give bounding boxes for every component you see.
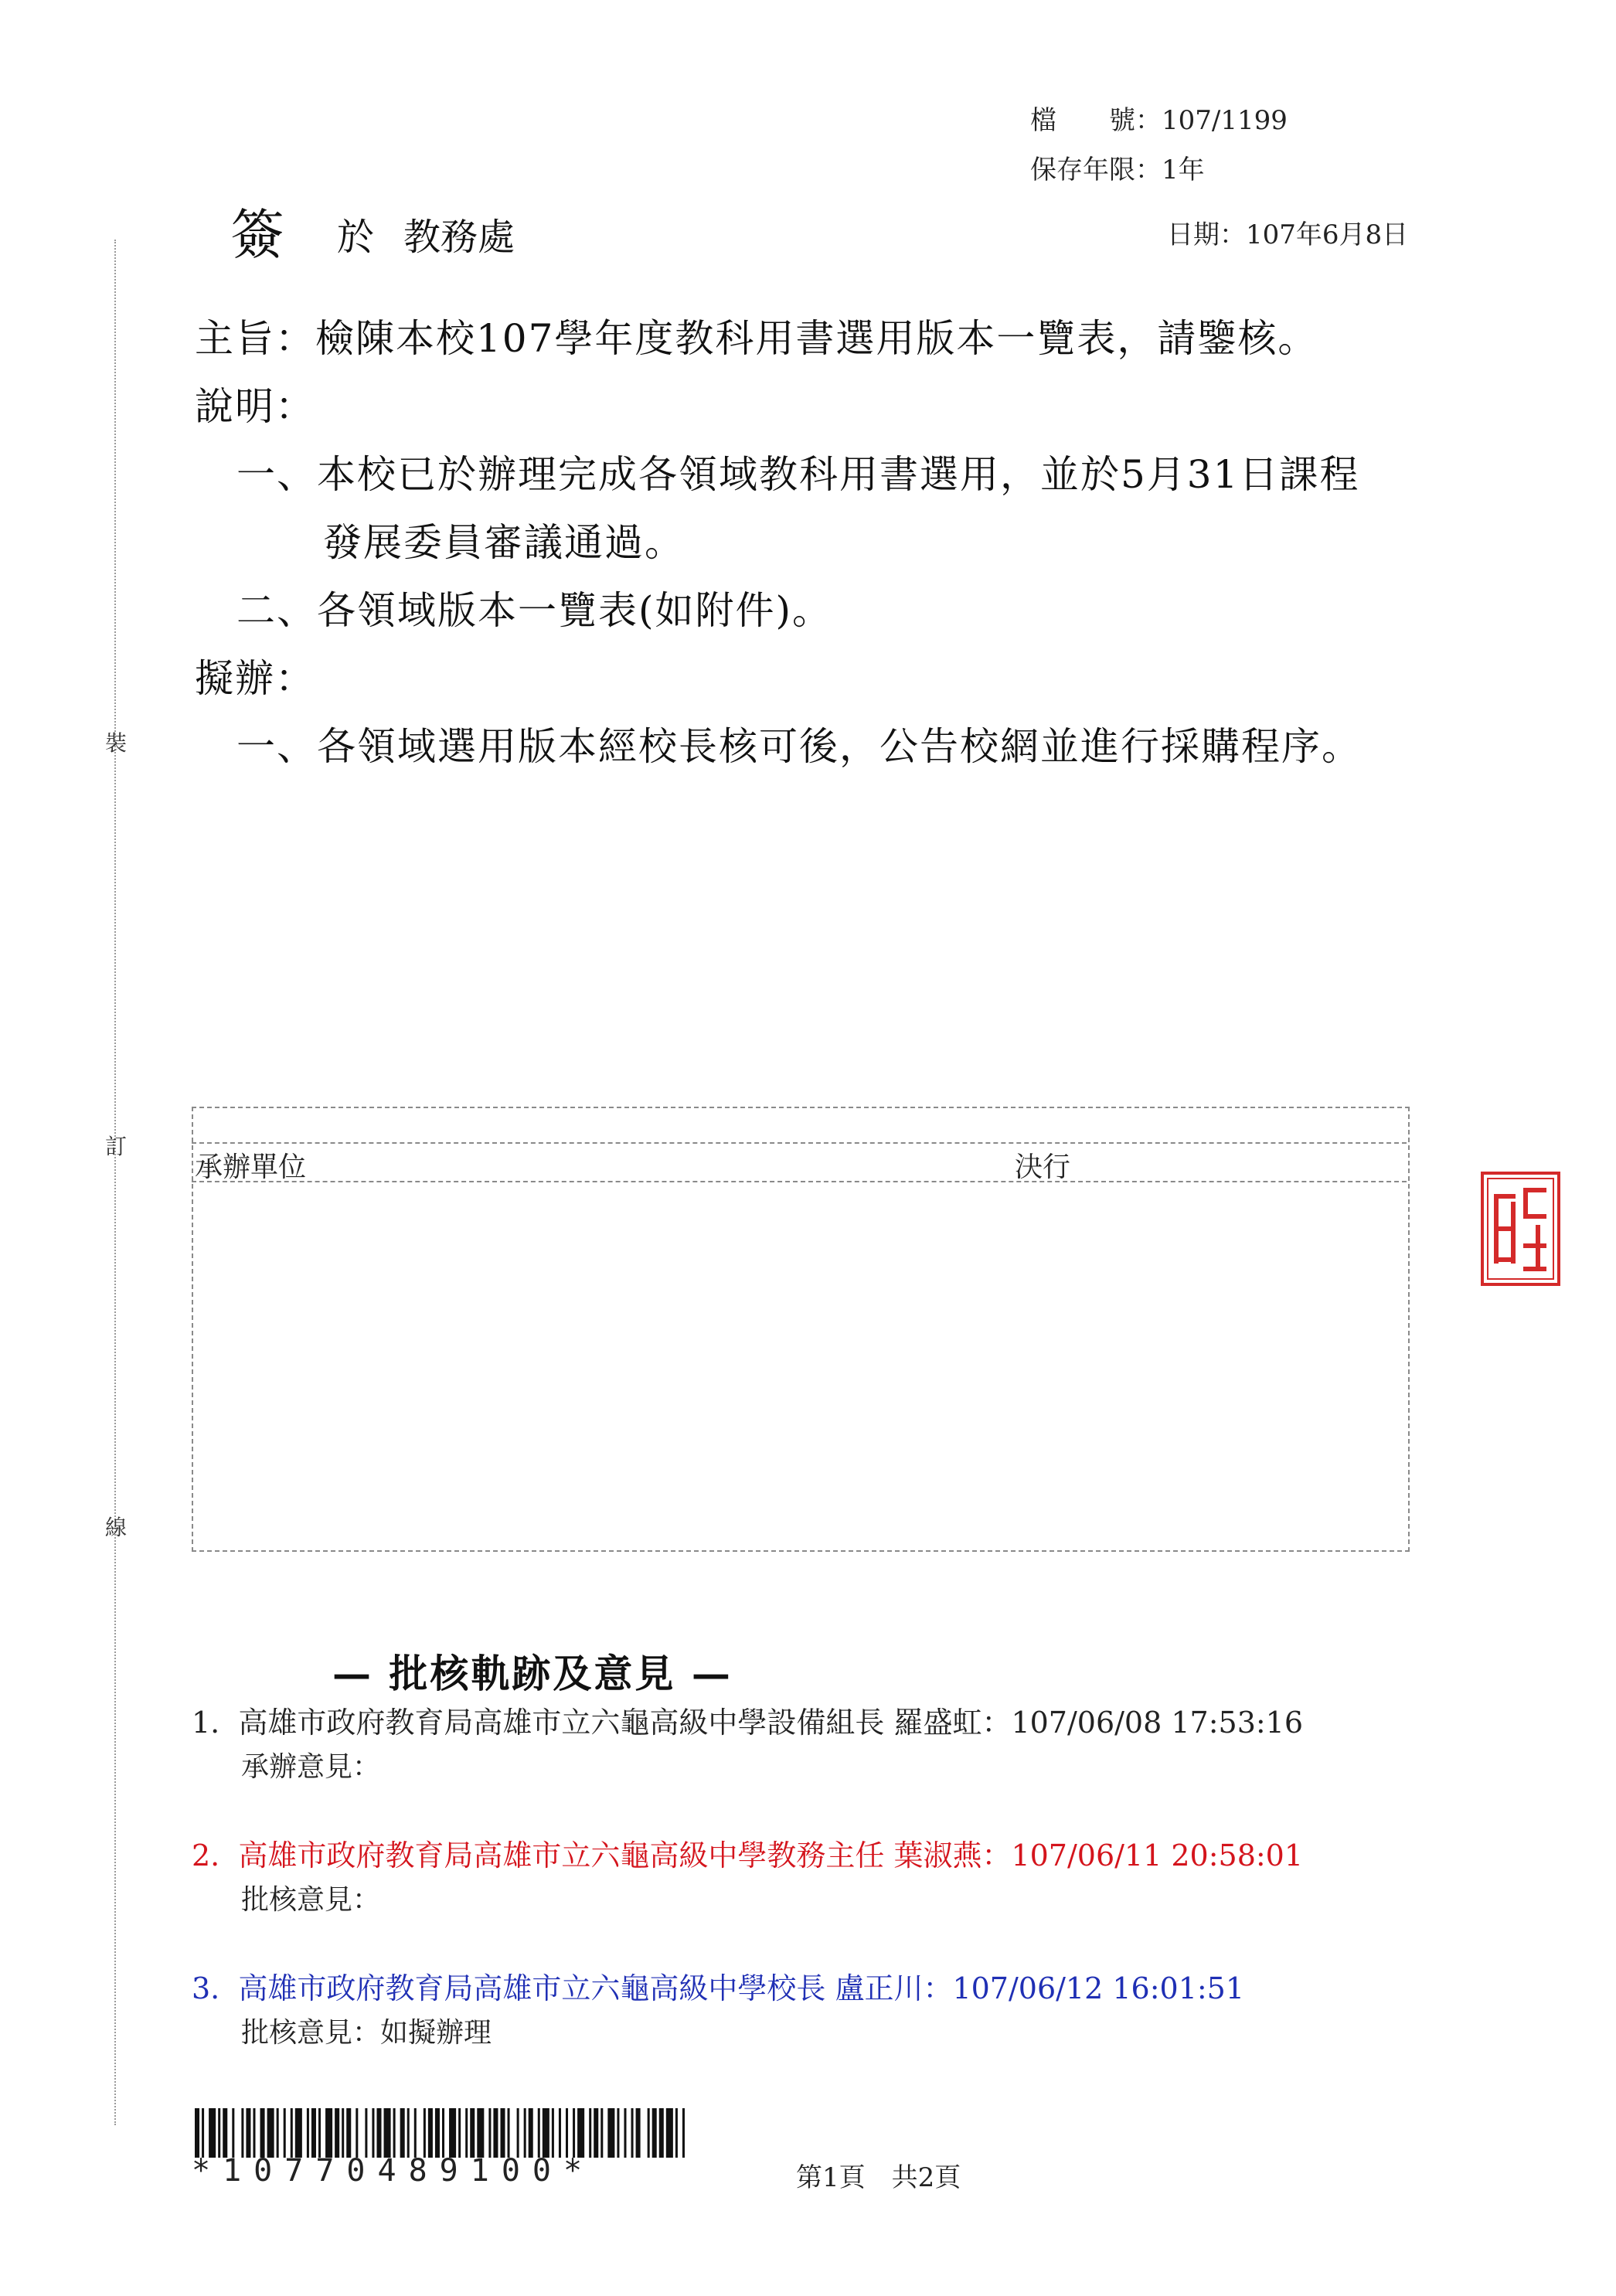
barcode-bar: [291, 2108, 293, 2158]
barcode-bar: [607, 2108, 614, 2158]
barcode-bar: [318, 2108, 321, 2158]
file-number-value: 107/1199: [1162, 105, 1288, 136]
document-type-sign: 簽: [230, 203, 284, 267]
barcode-bar: [652, 2108, 657, 2158]
trail-entry-2-text: 高雄市政府教育局高雄市立六龜高級中學教務主任 葉淑燕：107/06/11 20:58:01: [238, 1839, 1304, 1873]
barcode-bar: [209, 2108, 216, 2158]
trail-entry-3-number: 3.: [192, 1971, 220, 2005]
binding-margin-line: [114, 240, 116, 2125]
barcode-bar: [246, 2108, 250, 2158]
barcode-bar: [376, 2108, 381, 2158]
barcode-bar: [624, 2108, 626, 2158]
file-number: [1030, 99, 1288, 137]
proposal-label: 擬辦：: [195, 656, 315, 701]
barcode-bar: [517, 2108, 519, 2158]
trail-entry-3: [192, 1964, 1244, 2007]
barcode-bar: [325, 2108, 332, 2158]
retention-value: 1年: [1162, 155, 1205, 185]
trail-entry-1-number: 1.: [192, 1706, 220, 1740]
barcode-bar: [648, 2108, 650, 2158]
barcode-bar: [666, 2108, 673, 2158]
paging-seal-stamp: [1480, 1171, 1561, 1287]
approval-trail-title: — 批核軌跡及意見 —: [332, 1651, 733, 1696]
barcode-bar: [195, 2108, 199, 2158]
barcode-bar: [260, 2108, 265, 2158]
barcode-bar: [218, 2108, 220, 2158]
barcode-bar: [277, 2108, 279, 2158]
barcode-bar: [372, 2108, 374, 2158]
barcode-bar: [573, 2108, 575, 2158]
barcode-bar: [617, 2108, 619, 2158]
document-barcode: [195, 2108, 689, 2158]
barcode-bar: [543, 2108, 549, 2158]
barcode-bar: [675, 2108, 678, 2158]
explain-item-1: 一、本校已於辦理完成各領域教科用書選用，並於5月31日課程: [236, 452, 1360, 497]
explain-label: 說明：: [195, 384, 315, 429]
final-decision-label: 決行: [1015, 1151, 1071, 1183]
barcode-bar: [356, 2108, 358, 2158]
approval-box-header-band: [192, 1142, 1407, 1182]
barcode-bar: [600, 2108, 603, 2158]
office-name: 教務處: [403, 216, 515, 259]
barcode-bar: [589, 2108, 591, 2158]
barcode-bar: [414, 2108, 417, 2158]
barcode-bar: [424, 2108, 426, 2158]
binding-char-zhuang: 裝: [105, 730, 128, 756]
barcode-bar: [241, 2108, 243, 2158]
barcode-bar: [295, 2108, 302, 2158]
proposal-item-1: 一、各領域選用版本經校長核可後，公告校網並進行採購程序。: [236, 724, 1362, 769]
barcode-number: *10770489100*: [192, 2153, 595, 2189]
page-info: 第1頁 共2頁: [796, 2162, 961, 2193]
barcode-bar: [477, 2108, 484, 2158]
trail-entry-2-opinion: 批核意見：: [241, 1884, 381, 1916]
barcode-bar: [470, 2108, 475, 2158]
barcode-bar: [500, 2108, 505, 2158]
barcode-bar: [307, 2108, 309, 2158]
trail-entry-2: [192, 1832, 1303, 1874]
barcode-bar: [488, 2108, 491, 2158]
barcode-bar: [311, 2108, 316, 2158]
barcode-bar: [631, 2108, 634, 2158]
trail-entry-3-text: 高雄市政府教育局高雄市立六龜高級中學校長 盧正川：107/06/12 16:01:51: [238, 1971, 1245, 2005]
barcode-bar: [594, 2108, 598, 2158]
file-number-label: 檔 號：: [1030, 105, 1162, 136]
barcode-bar: [682, 2108, 685, 2158]
barcode-bar: [400, 2108, 405, 2158]
barcode-bar: [223, 2108, 227, 2158]
trail-entry-2-number: 2.: [192, 1839, 220, 1873]
binding-char-xian: 線: [105, 1515, 128, 1540]
barcode-bar: [524, 2108, 526, 2158]
barcode-bar: [577, 2108, 584, 2158]
barcode-bar: [508, 2108, 510, 2158]
sign-to-word: 於: [337, 216, 375, 259]
handling-unit-label: 承辦單位: [195, 1151, 307, 1183]
subject-line: [195, 308, 1318, 363]
trail-entry-3-opinion: 批核意見：如擬辦理: [241, 2017, 492, 2049]
barcode-bar: [449, 2108, 456, 2158]
date-value: 107年6月8日: [1246, 219, 1409, 250]
explain-item-1-cont: 發展委員審議通過。: [323, 520, 685, 565]
barcode-bar: [538, 2108, 540, 2158]
barcode-bar: [267, 2108, 274, 2158]
barcode-bar: [253, 2108, 255, 2158]
trail-entry-1-text: 高雄市政府教育局高雄市立六龜高級中學設備組長 羅盛虹：107/06/08 17:53:16: [238, 1706, 1304, 1740]
barcode-bar: [428, 2108, 433, 2158]
barcode-bar: [442, 2108, 444, 2158]
barcode-bar: [493, 2108, 498, 2158]
barcode-bar: [284, 2108, 286, 2158]
barcode-bar: [552, 2108, 554, 2158]
barcode-bar: [346, 2108, 351, 2158]
explain-item-2: 二、各領域版本一覽表(如附件)。: [236, 588, 833, 633]
trail-entry-1: [192, 1699, 1303, 1741]
retention-period: [1030, 148, 1205, 186]
document-date: [1167, 213, 1408, 251]
barcode-bar: [435, 2108, 440, 2158]
subject-text: 檢陳本校107學年度教科用書選用版本一覽表，請鑒核。: [315, 316, 1318, 361]
barcode-bar: [566, 2108, 568, 2158]
barcode-bar: [407, 2108, 410, 2158]
barcode-bar: [232, 2108, 234, 2158]
barcode-bar: [636, 2108, 641, 2158]
retention-label: 保存年限：: [1030, 155, 1162, 185]
subject-label: 主旨：: [195, 316, 315, 361]
trail-entry-1-opinion: 承辦意見：: [241, 1751, 381, 1783]
barcode-bar: [465, 2108, 468, 2158]
date-label: 日期：: [1167, 219, 1246, 250]
barcode-bar: [659, 2108, 664, 2158]
binding-char-ding: 訂: [105, 1134, 128, 1159]
barcode-bar: [342, 2108, 344, 2158]
barcode-bar: [529, 2108, 533, 2158]
barcode-bar: [393, 2108, 396, 2158]
barcode-bar: [559, 2108, 561, 2158]
barcode-bar: [335, 2108, 339, 2158]
barcode-bar: [384, 2108, 391, 2158]
barcode-bar: [202, 2108, 204, 2158]
barcode-bar: [458, 2108, 461, 2158]
barcode-bar: [365, 2108, 367, 2158]
